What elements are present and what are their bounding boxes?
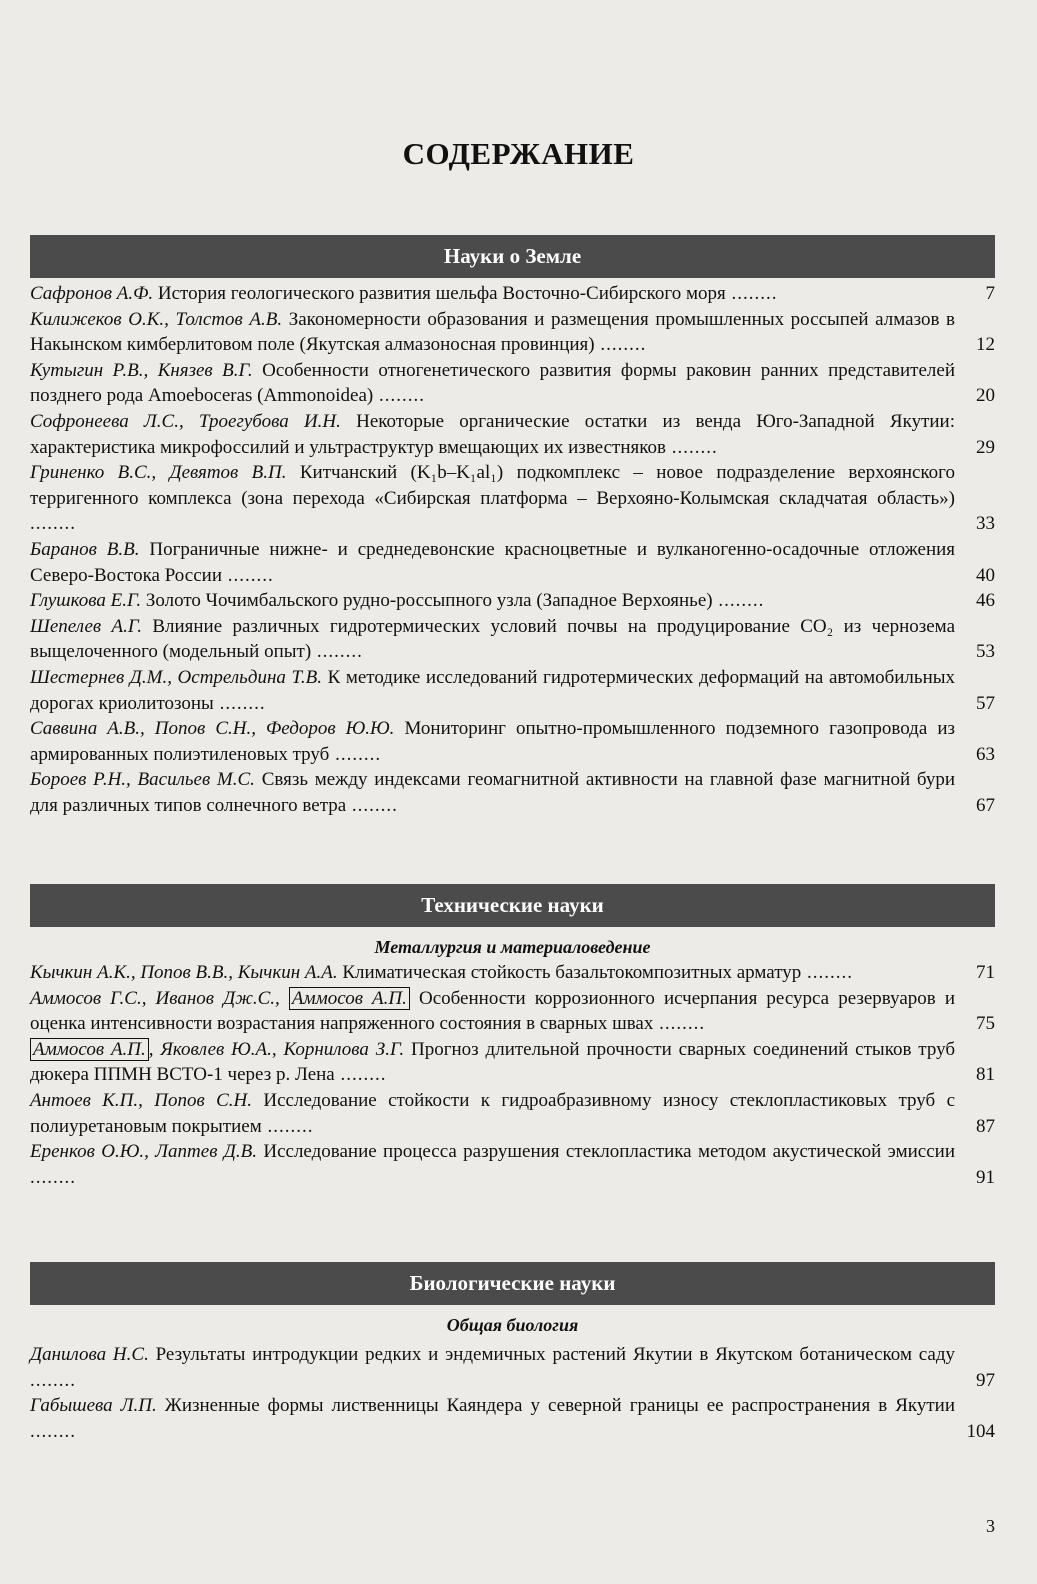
- entry-title: Особенности отногенетического развития формы раковин ранних представителей позднего рода Amoeboceras (Ammonoidea): [30, 359, 955, 407]
- dot-leader: ........: [30, 1420, 76, 1442]
- section-heading: Технические науки: [30, 884, 995, 927]
- entry-title: Китчанский (K₁b–K₁al₁) подкомплекс – новое подразделение верхоянского терригенного комплекса (зона перехода «Сибирская платформа – Верхояно-Колымская складчатая область»): [30, 462, 956, 509]
- highlighted-author: Аммосов А.П.: [289, 987, 410, 1010]
- toc-entry[interactable]: [30, 1037, 995, 1088]
- section-heading: Биологические науки: [30, 1262, 995, 1305]
- entry-authors: Софронеева Л.С., Троегубова И.Н.: [30, 410, 341, 432]
- dot-leader: ........: [725, 283, 778, 304]
- toc-entry[interactable]: [30, 588, 995, 614]
- entry-authors: Шестернев Д.М., Острельдина Т.В.: [30, 666, 322, 688]
- entry-page-number: 33: [976, 513, 995, 535]
- dot-leader: ........: [261, 1115, 314, 1137]
- entry-title: Результаты интродукции редких и эндемичных растений Якутии в Якутском ботаническом саду: [155, 1344, 956, 1365]
- entry-title: Климатическая стойкость базальтокомпозитных арматур: [342, 962, 802, 983]
- entry-page-number: 104: [966, 1420, 995, 1442]
- entry-page-number: 91: [976, 1166, 995, 1188]
- dot-leader: ........: [712, 590, 765, 612]
- entry-authors: [30, 987, 410, 1010]
- toc-entry[interactable]: [30, 460, 995, 537]
- entry-page-number: 63: [976, 743, 995, 765]
- entry-authors: Килижеков О.К., Толстов А.В.: [30, 308, 283, 330]
- entry-page-number: 29: [976, 436, 995, 458]
- highlighted-author: Аммосов А.П.: [30, 1038, 149, 1061]
- entry-title: Золото Чочимбальского рудно-россыпного узла (Западное Верхоянье): [145, 590, 713, 612]
- toc-entry[interactable]: [30, 767, 995, 818]
- dot-leader: ........: [213, 692, 266, 714]
- entry-title: Особенности коррозионного исчерпания ресурса резервуаров и оценка интенсивности возрастания напряженного состояния в сварных швах: [30, 987, 956, 1035]
- entry-authors: Кычкин А.К., Попов В.В., Кычкин А.А.: [30, 962, 338, 983]
- entry-page-number: 53: [976, 641, 995, 663]
- entry-authors: Баранов В.В.: [30, 538, 140, 560]
- toc-entry[interactable]: [30, 537, 995, 588]
- entry-page-number: 20: [976, 385, 995, 407]
- entry-title: История геологического развития шельфа Восточно-Сибирского моря: [157, 283, 726, 304]
- entry-authors: Саввина А.В., Попов С.Н., Федоров Ю.Ю.: [30, 718, 395, 740]
- entry-authors: Глушкова Е.Г.: [30, 590, 142, 612]
- entry-page-number: 81: [976, 1064, 995, 1086]
- section-heading: Науки о Земле: [30, 235, 995, 278]
- dot-leader: ........: [334, 1064, 387, 1086]
- entry-page-number: 71: [976, 962, 995, 983]
- entry-title: Влияние различных гидротермических условий почвы на продуцирование CO₂ из чернозема выщелоченного (модельный опыт): [30, 615, 955, 663]
- toc-entry[interactable]: [30, 716, 995, 767]
- dot-leader: ........: [30, 1369, 76, 1391]
- toc-entry[interactable]: [30, 1393, 995, 1444]
- toc-entry-list: [30, 281, 995, 818]
- dot-leader: ........: [801, 962, 853, 983]
- dot-leader: ........: [329, 743, 382, 765]
- entry-authors: Еренков О.Ю., Лаптев Д.В.: [30, 1141, 257, 1163]
- toc-entry[interactable]: [30, 960, 995, 986]
- entry-page-number: 97: [976, 1369, 995, 1391]
- entry-authors: Антоев К.П., Попов С.Н.: [30, 1089, 253, 1111]
- toc-entry[interactable]: [30, 614, 995, 665]
- dot-leader: ........: [665, 436, 718, 458]
- entry-page-number: 87: [976, 1115, 995, 1137]
- authors-text: Аммосов Г.С., Иванов Дж.С.,: [30, 987, 280, 1009]
- entry-title: К методике исследований гидротермических деформаций на автомобильных дорогах криолитозоны: [30, 666, 956, 714]
- subsection-heading: Общая биология: [446, 1315, 579, 1335]
- section-technical-sciences: [30, 884, 995, 1190]
- dot-leader: ........: [222, 564, 274, 586]
- toc-entry[interactable]: [30, 1342, 995, 1393]
- page-title: СОДЕРЖАНИЕ: [402, 136, 635, 171]
- toc-entry[interactable]: [30, 665, 995, 716]
- entry-title: Некоторые органические остатки из венда Юго-Западной Якутии: характеристика микрофоссилий и ультраструктур вмещающих их известняков: [30, 410, 955, 458]
- entry-authors: Данилова Н.С.: [30, 1344, 149, 1365]
- section-biological-sciences: [30, 1262, 995, 1444]
- entry-page-number: 46: [976, 590, 995, 612]
- dot-leader: ........: [594, 334, 647, 356]
- toc-entry[interactable]: [30, 409, 995, 460]
- entry-title: Пограничные нижне- и среднедевонские красноцветные и вулканогенно-осадочные отложения Северо-Востока России: [30, 538, 956, 586]
- entry-page-number: 40: [976, 564, 995, 586]
- entry-title: Закономерности образования и размещения промышленных россыпей алмазов в Накынском кимберлитовом поле (Якутская алмазоносная провинция): [30, 308, 956, 356]
- subsection-heading: Металлургия и материаловедение: [374, 937, 651, 957]
- entry-title: Мониторинг опытно-промышленного подземного газопровода из армированных полиэтиленовых труб: [30, 718, 956, 765]
- entry-page-number: 67: [976, 794, 995, 816]
- entry-authors: Гриненко В.С., Девятов В.П.: [30, 462, 287, 484]
- section-earth-sciences: [30, 235, 995, 818]
- entry-title: Прогноз длительной прочности сварных соединений стыков труб дюкера ППМН ВСТО-1 через р. Лена: [30, 1038, 956, 1086]
- toc-entry[interactable]: [30, 281, 995, 307]
- entry-authors: Бороев Р.Н., Васильев М.С.: [30, 769, 255, 791]
- entry-title: Исследование процесса разрушения стеклопластика методом акустической эмиссии: [263, 1141, 955, 1163]
- entry-page-number: 12: [976, 334, 995, 356]
- entry-page-number: 7: [985, 283, 995, 304]
- dot-leader: ........: [30, 513, 76, 535]
- entry-authors: Габышева Л.П.: [30, 1395, 157, 1417]
- entry-authors: Сафронов А.Ф.: [30, 283, 154, 304]
- entry-page-number: 57: [976, 692, 995, 714]
- dot-leader: ........: [653, 1013, 706, 1035]
- entry-authors: [30, 1038, 404, 1061]
- toc-entry[interactable]: [30, 307, 995, 358]
- dot-leader: ........: [311, 641, 363, 663]
- entry-authors: Кутыгин Р.В., Князев В.Г.: [30, 359, 253, 381]
- entry-authors: Шепелев А.Г.: [30, 615, 142, 637]
- toc-entry[interactable]: [30, 986, 995, 1037]
- dot-leader: ........: [373, 385, 426, 407]
- toc-entry-list: [30, 1342, 995, 1444]
- toc-entry[interactable]: [30, 358, 995, 409]
- dot-leader: ........: [346, 794, 398, 816]
- entry-title: Связь между индексами геомагнитной активности на главной фазе магнитной бури для различных типов солнечного ветра: [30, 769, 956, 816]
- entry-title: Исследование стойкости к гидроабразивному износу стеклопластиковых труб с полиуретановым покрытием: [30, 1089, 956, 1137]
- toc-entry[interactable]: [30, 1088, 995, 1139]
- page-number: 3: [986, 1516, 995, 1536]
- entry-title: Жизненные формы лиственницы Каяндера у северной границы ее распространения в Якутии: [164, 1395, 955, 1417]
- dot-leader: ........: [30, 1166, 76, 1188]
- toc-entry-list: [30, 960, 995, 1190]
- authors-text: , Яковлев Ю.А., Корнилова З.Г.: [148, 1038, 405, 1060]
- toc-entry[interactable]: [30, 1139, 995, 1190]
- entry-page-number: 75: [976, 1013, 995, 1035]
